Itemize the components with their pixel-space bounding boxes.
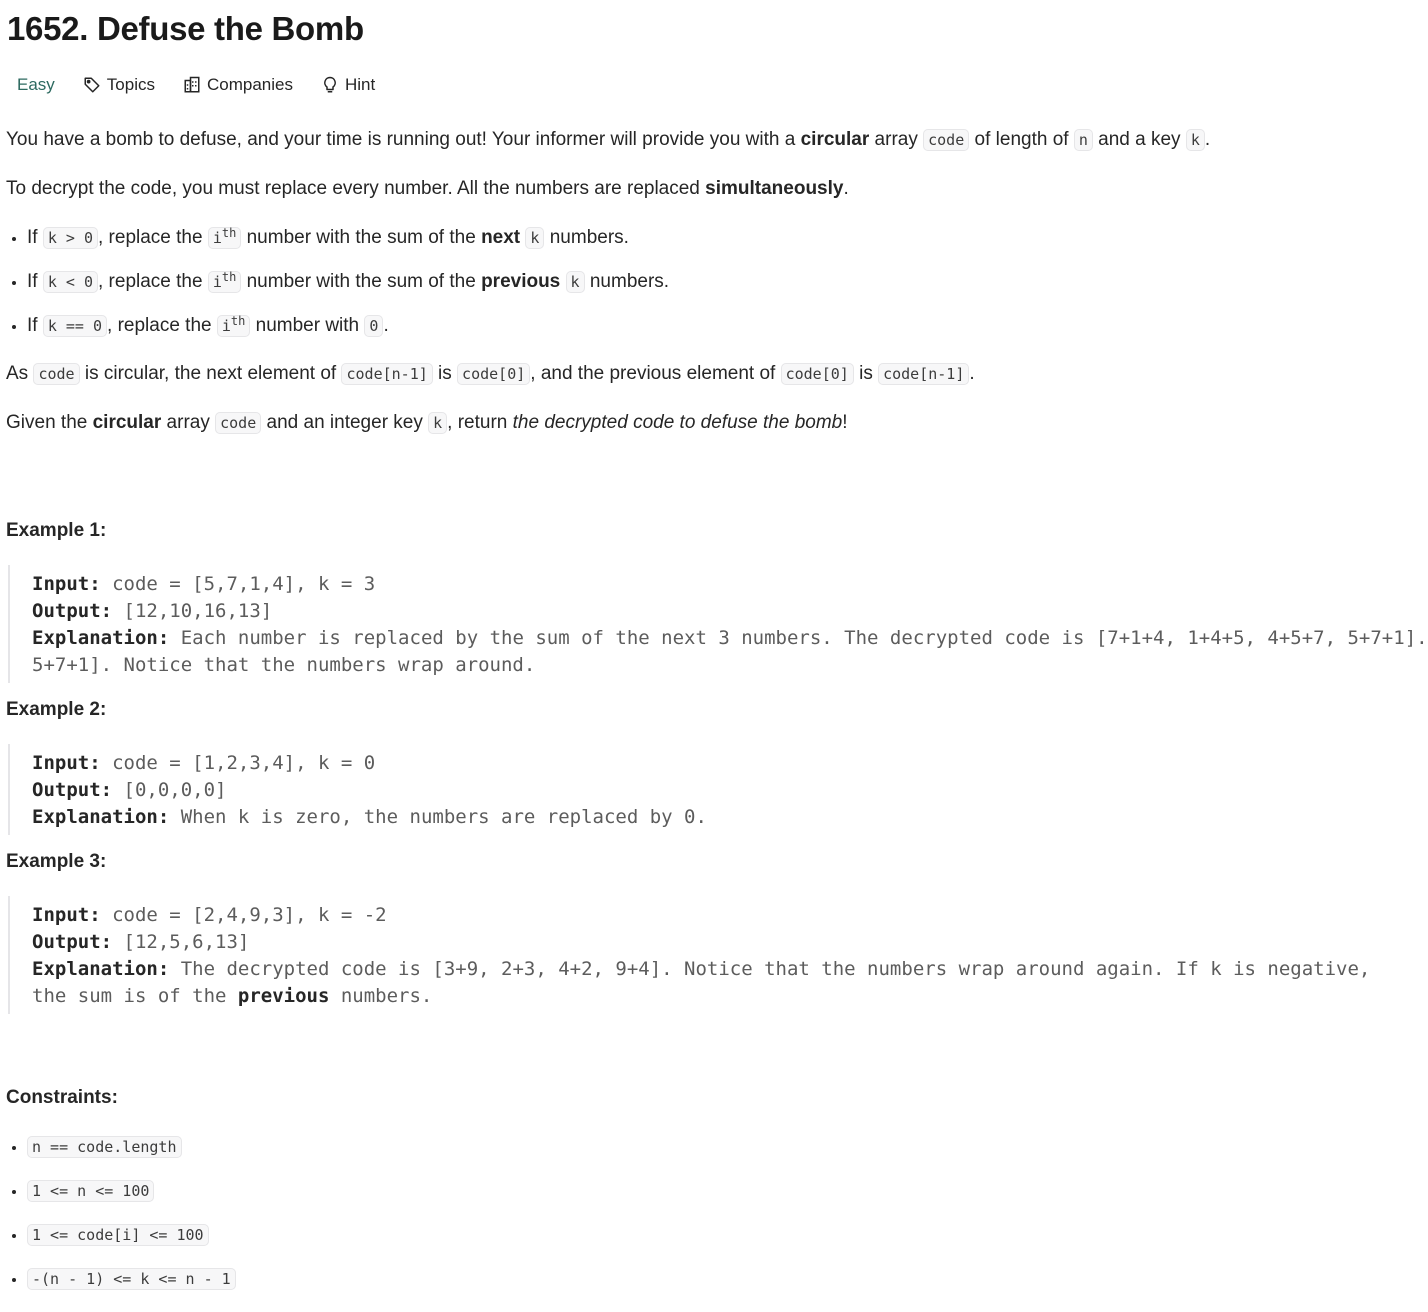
building-icon xyxy=(183,76,201,94)
constraints-heading: Constraints: xyxy=(6,1087,118,1108)
inline-code: n xyxy=(1074,129,1093,151)
list-item: • 1 <= n <= 100 xyxy=(27,1176,1296,1206)
list-item: • n == code.length xyxy=(27,1132,1296,1162)
list-item: • 1 <= code[i] <= 100 xyxy=(27,1220,1296,1250)
inline-code: code xyxy=(923,129,969,151)
hint-button[interactable] xyxy=(313,72,383,98)
companies-label: Companies xyxy=(206,75,293,94)
difficulty-badge[interactable]: Easy xyxy=(17,75,55,94)
description-paragraph: To decrypt the code, you must replace every number. All the numbers are replaced simultaneously. xyxy=(6,178,849,199)
description-paragraph: As code is circular, the next element of code[n-1] is code[0] , and the previous element of code[0] is code[n-1] . xyxy=(6,363,975,384)
list-item: • If k < 0 , replace the $i^{th}$ number with the sum of the previous k numbers. xyxy=(27,267,1296,297)
list-item: • If k == 0 , replace the $i^{th}$ number with 0 . xyxy=(27,311,1296,341)
list-item: • -(n - 1) <= k <= n - 1 xyxy=(27,1264,1296,1294)
constraints-list xyxy=(6,1132,1296,1294)
example-heading: Example 2: xyxy=(6,699,107,720)
tag-icon xyxy=(83,76,101,94)
example-block: Input: code = [1,2,3,4], k = 0 Output: [0,0,0,0] Explanation: When k is zero, the numbers are replaced by 0. xyxy=(8,744,1294,835)
example-block: Input: code = [2,4,9,3], k = -2 Output: [12,5,6,13] Explanation: The decrypted code is [3+9, 2+3, 4+2, 9+4]. Notice that the numbers wrap around again. If k is negative, the sum is of the previous numbers. xyxy=(8,896,1294,1014)
topics-button[interactable] xyxy=(75,72,163,98)
description-paragraph: You have a bomb to defuse, and your time is running out! Your informer will provide you with a circular array code of length of n and a key k . xyxy=(6,129,1211,150)
problem-tags xyxy=(7,72,383,98)
lightbulb-icon xyxy=(321,76,339,94)
list-item: • If k > 0 , replace the $i^{th}$ number with the sum of the next k numbers. xyxy=(27,223,1296,253)
description-paragraph: Given the circular array code and an integer key k , return the decrypted code to defuse the bomb! xyxy=(6,412,848,433)
example-heading: Example 3: xyxy=(6,851,107,872)
companies-button[interactable] xyxy=(175,72,301,98)
hint-label: Hint xyxy=(344,75,376,94)
problem-title: 1652. Defuse the Bomb xyxy=(7,10,364,47)
problem-description xyxy=(6,125,1428,1312)
topics-label: Topics xyxy=(106,75,155,94)
example-block: Input: code = [5,7,1,4], k = 3 Output: [12,10,16,13] Explanation: Each number is replaced by the sum of the next 3 numbers. The decrypted code is [7+1+4, 1+4+5, 4+5+7, 5+7+1]. 5+7+1]. Notice that the numbers wrap around. xyxy=(8,565,1294,683)
example-heading: Example 1: xyxy=(6,520,107,541)
inline-code: k xyxy=(1186,129,1205,151)
rules-list xyxy=(6,223,1296,341)
